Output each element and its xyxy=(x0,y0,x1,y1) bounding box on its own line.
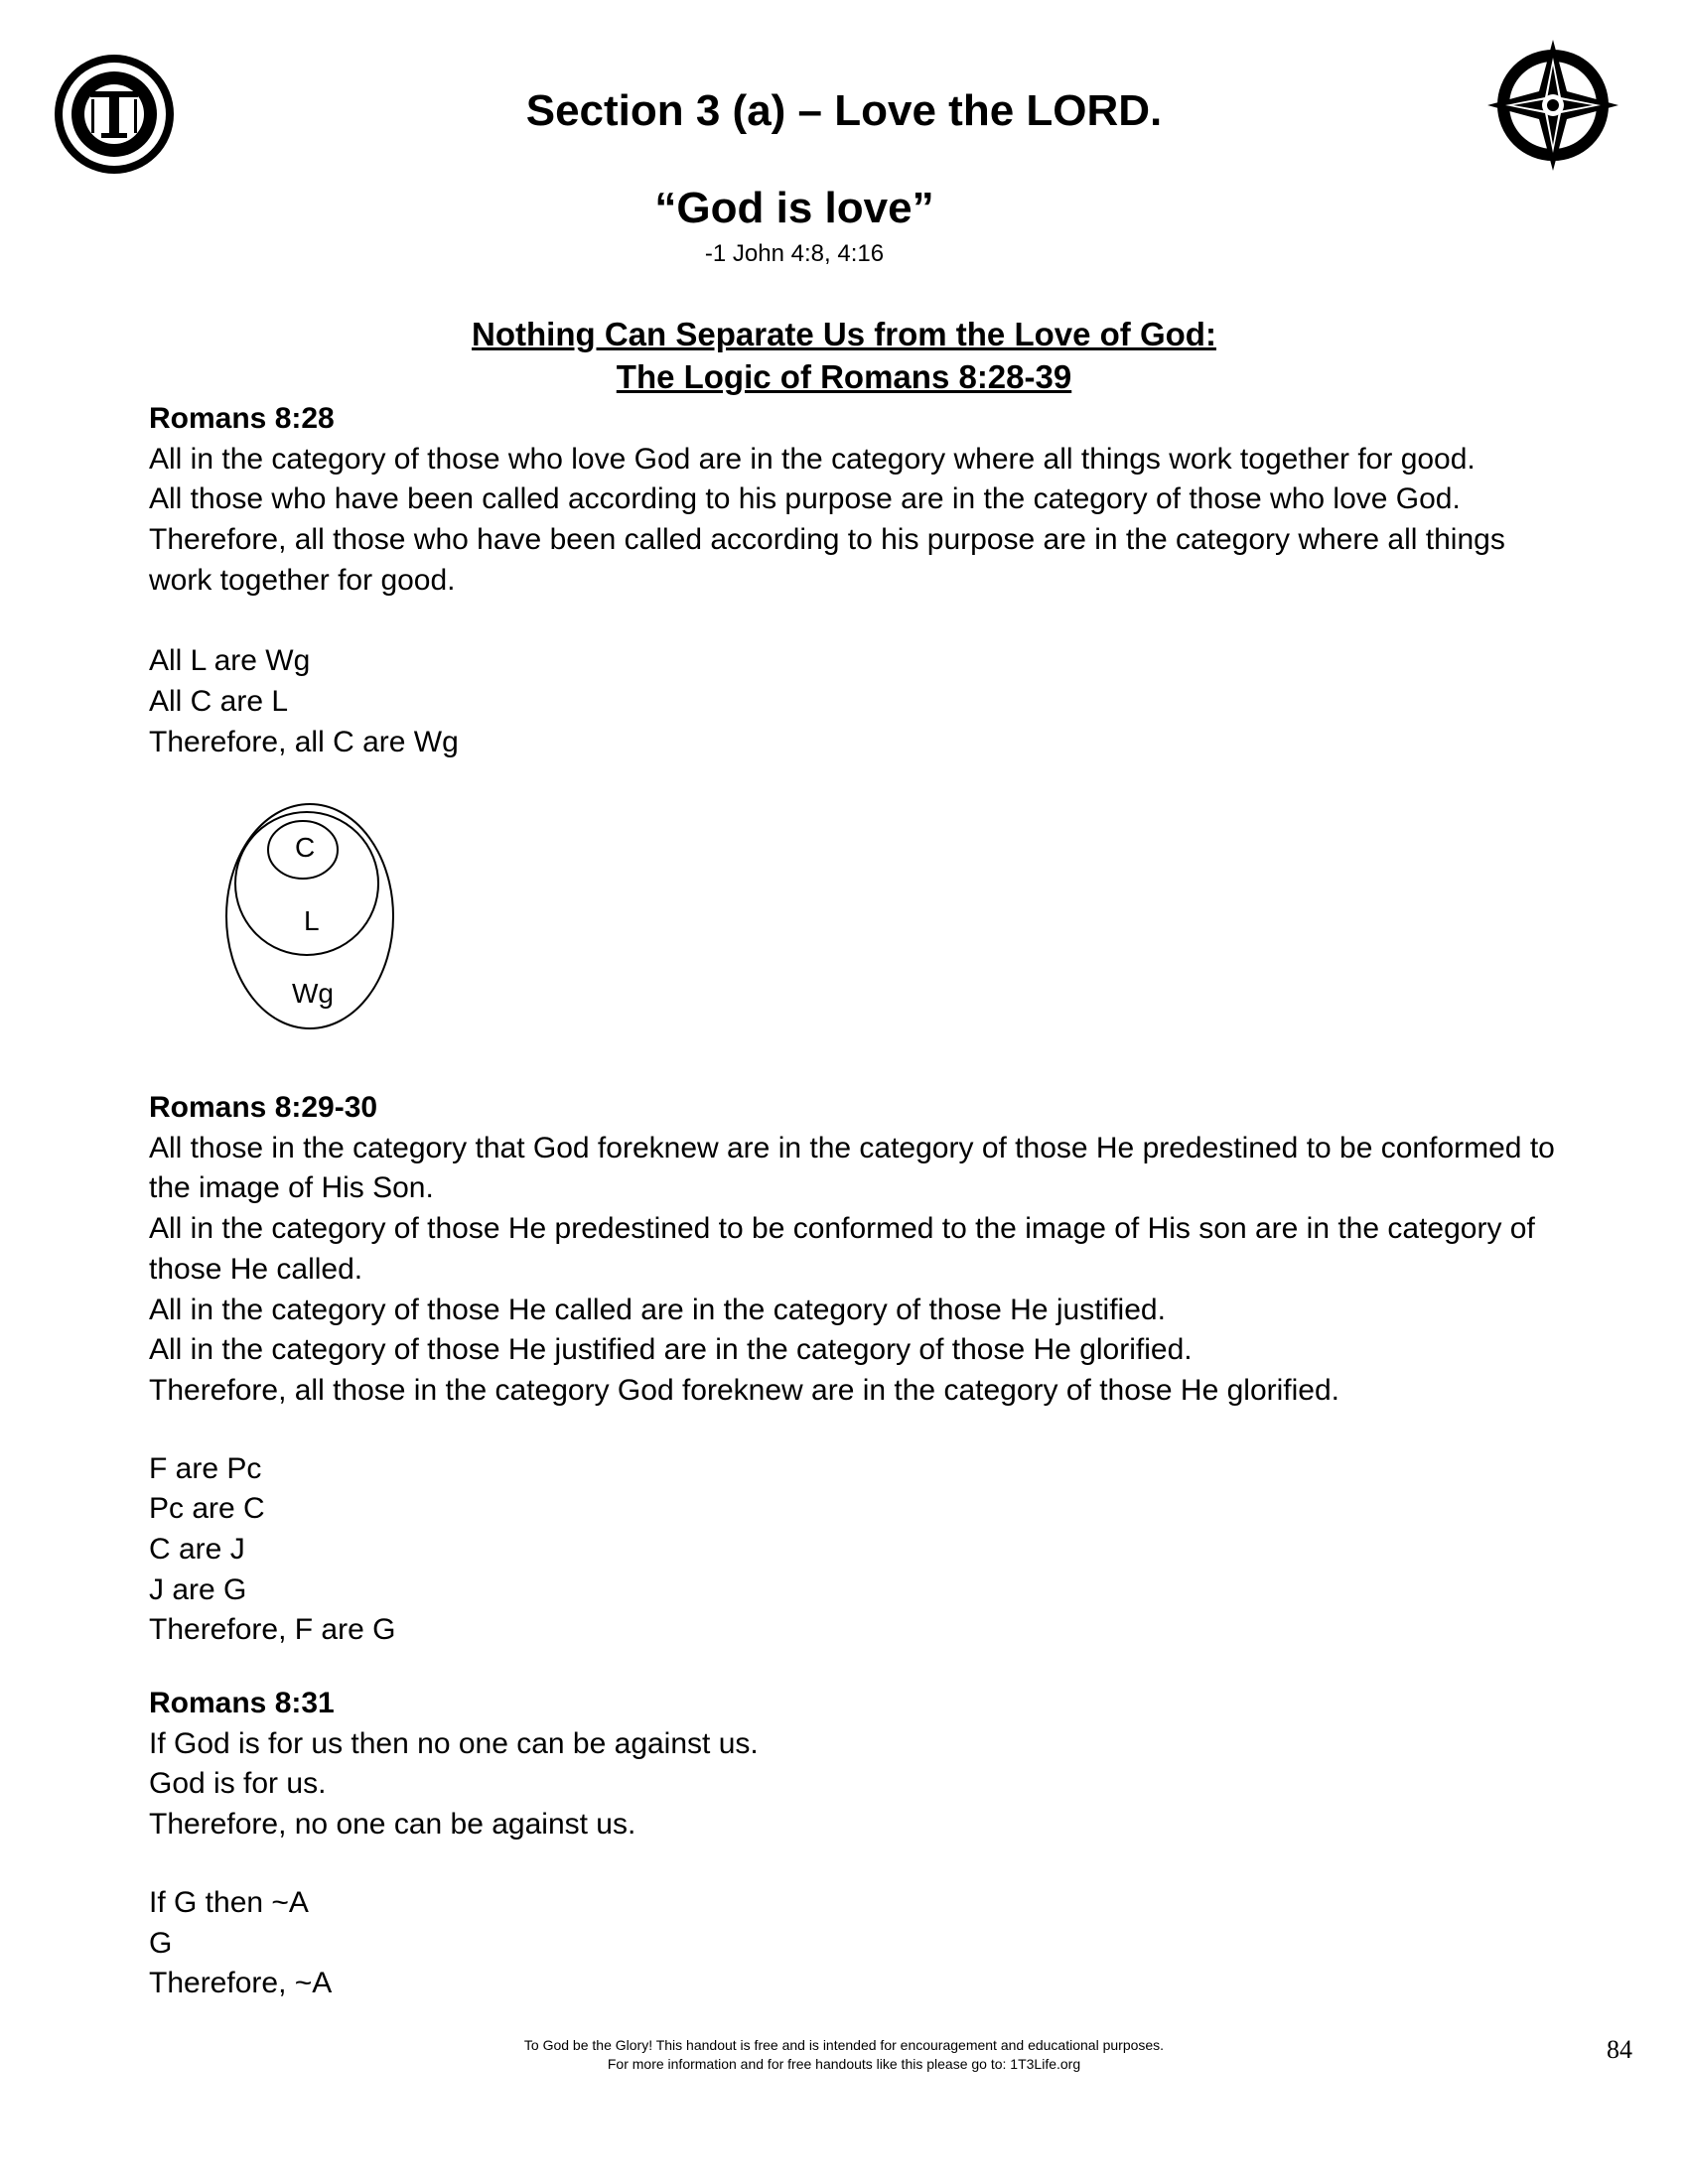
symbolic-line: C are J xyxy=(149,1533,245,1567)
paragraph-line: All those who have been called according to his purpose are in the category of those who love God. xyxy=(149,482,1461,516)
section-romans-8-31 xyxy=(149,1684,1559,2004)
main-heading-line-2: The Logic of Romans 8:28-39 xyxy=(616,358,1072,395)
symbolic-line: J are G xyxy=(149,1572,247,1606)
footer-line-2: For more information and for free handouts like this please go to: 1T3Life.org xyxy=(607,2056,1081,2072)
paragraph-line: God is for us. xyxy=(149,1767,327,1801)
symbolic-line: Therefore, F are G xyxy=(149,1613,396,1647)
section-romans-8-28 xyxy=(149,399,1559,762)
symbolic-line: All L are Wg xyxy=(149,644,311,678)
quote-reference: -1 John 4:8, 4:16 xyxy=(704,240,885,267)
section-romans-8-29-30 xyxy=(149,1088,1559,1651)
section-title: Romans 8:29-30 xyxy=(149,1091,378,1124)
venn-label-wg: Wg xyxy=(292,978,334,1009)
paragraph-line: All in the category of those He called are in the category of those He justified. xyxy=(149,1293,1166,1326)
footer-line-1: To God be the Glory! This handout is free and is intended for encouragement and educational purposes. xyxy=(523,2037,1165,2053)
paragraph-line: All in the category of those who love God are in the category where all things work together for good. xyxy=(149,442,1476,476)
paragraph-line: If God is for us then no one can be against us. xyxy=(149,1726,759,1760)
page-title: Section 3 (a) – Love the LORD. xyxy=(525,86,1163,135)
symbolic-line: All C are L xyxy=(149,684,289,718)
symbolic-line: G xyxy=(149,1926,173,1960)
paragraph-line: All those in the category that God foreknew are in the category of those He predestined to be conformed to the image of His Son. xyxy=(149,1131,1555,1205)
section-title: Romans 8:28 xyxy=(149,402,335,435)
symbolic-line: F are Pc xyxy=(149,1451,262,1485)
paragraph-line: Therefore, all those in the category God foreknew are in the category of those He glorified. xyxy=(149,1373,1340,1407)
page-number: 84 xyxy=(1607,2035,1632,2064)
symbolic-line: Pc are C xyxy=(149,1492,265,1526)
paragraph-line: Therefore, no one can be against us. xyxy=(149,1808,636,1842)
quote: “God is love” xyxy=(654,184,934,232)
symbolic-line: If G then ~A xyxy=(149,1885,309,1919)
venn-label-c: C xyxy=(295,832,316,863)
section-title: Romans 8:31 xyxy=(149,1687,335,1719)
main-heading-line-1: Nothing Can Separate Us from the Love of God: xyxy=(472,316,1216,352)
symbolic-line: Therefore, all C are Wg xyxy=(149,725,459,758)
footer xyxy=(0,2036,1688,2074)
paragraph-line: All in the category of those He predestined to be conformed to the image of His son are in the category of those He called. xyxy=(149,1212,1535,1286)
symbolic-line: Therefore, ~A xyxy=(149,1967,333,2000)
paragraph-line: All in the category of those He justified are in the category of those He glorified. xyxy=(149,1333,1193,1367)
paragraph-line: Therefore, all those who have been called according to his purpose are in the category where all things work together for good. xyxy=(149,523,1505,597)
venn-label-l: L xyxy=(304,905,320,936)
